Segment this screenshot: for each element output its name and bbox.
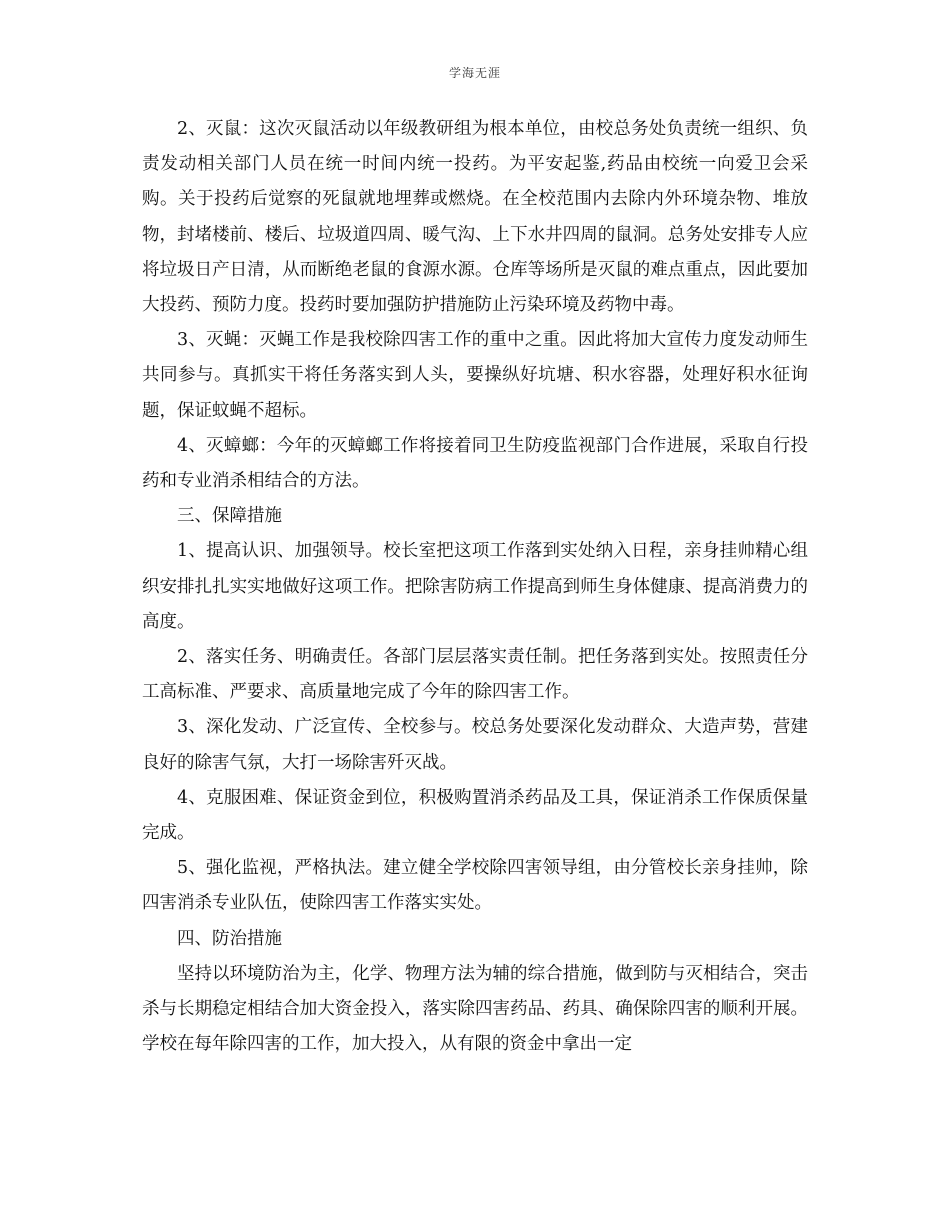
paragraph-cockroach-control: 4、灭蟑螂：今年的灭蟑螂工作将接着同卫生防疫监视部门合作进展，采取自行投药和专业消杀相结合的方法。 (142, 435, 808, 492)
paragraph-fly-control: 3、灭蝇：灭蝇工作是我校除四害工作的重中之重。因此将加大宣传力度发动师生共同参与。真抓实干将任务落实到人头，要操纵好坑塘、积水容器，处理好积水征询题，保证蚊蝇不超标。 (142, 330, 808, 421)
paragraph-rat-control: 2、灭鼠：这次灭鼠活动以年级教研组为根本单位，由校总务处负责统一组织、负责发动相关部门人员在统一时间内统一投药。为平安起鉴,药品由校统一向爱卫会采购。关于投药后觉察的死鼠就地埋葬或燃烧。在全校范围内去除内外环境杂物、堆放物，封堵楼前、楼后、垃圾道四周、暖气沟、上下水井四周的鼠洞。总务处安排专人应将垃圾日产日清，从而断绝老鼠的食源水源。仓库等场所是灭鼠的难点重点，因此要加大投药、预防力度。投药时要加强防护措施防止污染环境及药物中毒。 (142, 119, 808, 316)
paragraph-safeguard-4: 4、克服困难、保证资金到位，积极购置消杀药品及工具，保证消杀工作保质保量完成。 (142, 787, 808, 844)
page-header: 学海无涯 (448, 66, 501, 80)
section-heading-prevention: 四、防治措施 (177, 928, 282, 949)
paragraph-prevention: 坚持以环境防治为主，化学、物理方法为辅的综合措施，做到防与灭相结合，突击杀与长期稳定相结合加大资金投入，落实除四害药品、药具、确保除四害的顺利开展。学校在每年除四害的工作，加大投入，从有限的资金中拿出一定 (142, 963, 808, 1055)
paragraph-safeguard-1: 1、提高认识、加强领导。校长室把这项工作落到实处纳入日程，亲身挂帅精心组织安排扎扎实实地做好这项工作。把除害防病工作提高到师生身体健康、提高消费力的高度。 (142, 541, 808, 632)
document-body (142, 112, 808, 1062)
paragraph-safeguard-2: 2、落实任务、明确责任。各部门层层落实责任制。把任务落到实处。按照责任分工高标准、严要求、高质量地完成了今年的除四害工作。 (142, 647, 808, 703)
section-heading-safeguards: 三、保障措施 (177, 506, 282, 527)
paragraph-safeguard-3: 3、深化发动、广泛宣传、全校参与。校总务处要深化发动群众、大造声势，营建良好的除害气氛，大打一场除害歼灭战。 (142, 717, 808, 773)
paragraph-safeguard-5: 5、强化监视，严格执法。建立健全学校除四害领导组，由分管校长亲身挂帅，除四害消杀专业队伍，使除四害工作落实实处。 (142, 858, 808, 914)
